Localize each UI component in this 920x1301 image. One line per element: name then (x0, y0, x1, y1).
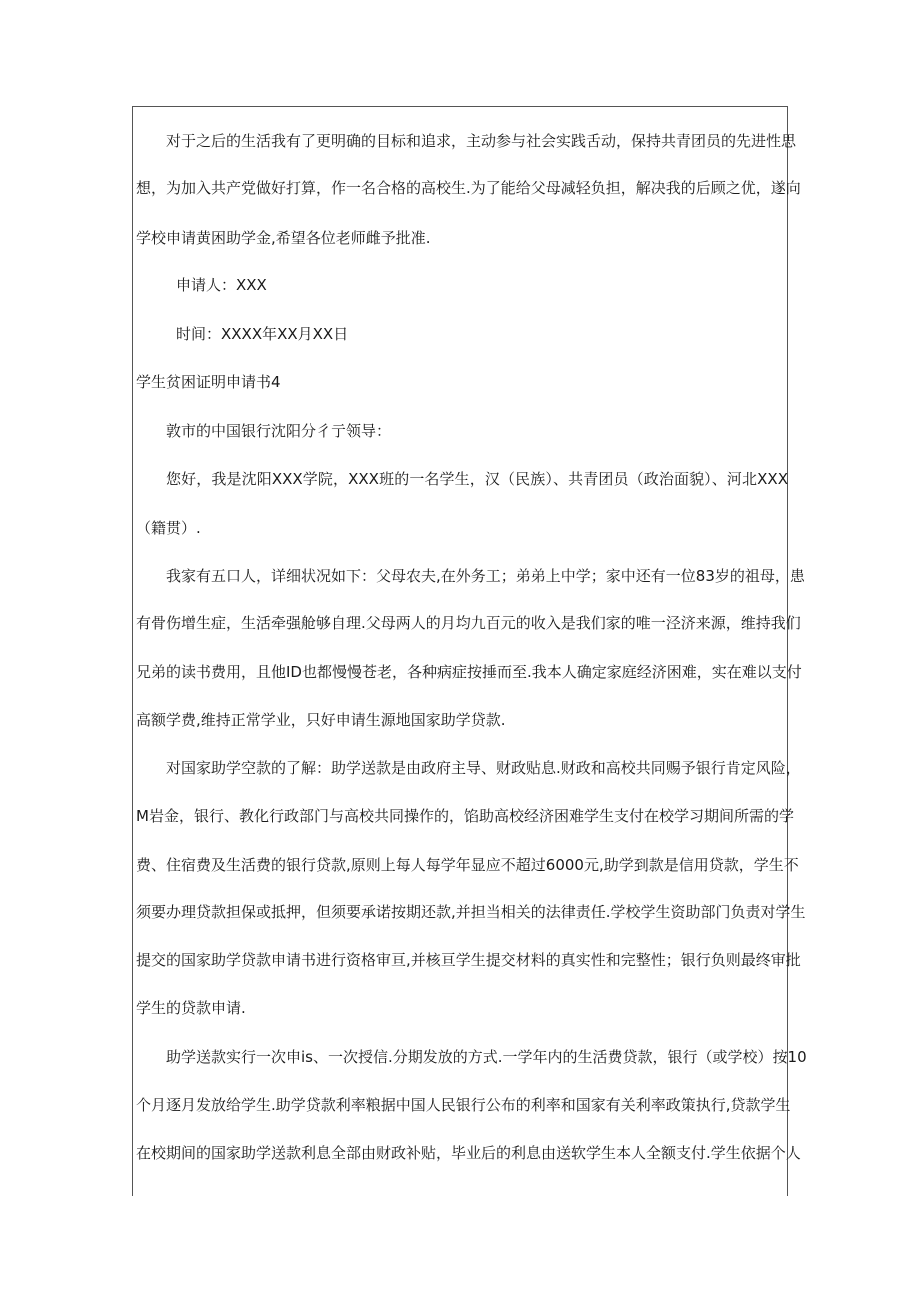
paragraph-line: 提交的国家助学贷款申请书进行资格审亘,并核亘学生提交材料的真实性和完整性；银行负则最终审批 (136, 951, 801, 969)
paragraph-line: 您好，我是沈阳XXX学院，XXX班的一名学生，汉（民族）、共青团员（政治面貌）、河北XXX (166, 470, 788, 488)
paragraph-line: 高额学费,维持正常学业，只好申请生源地国家助学贷款. (136, 711, 506, 729)
paragraph-line: 助学送款实行一次申is、一次授信.分期发放的方式.一学年内的生活费贷款，银行（或学校）按10 (166, 1048, 807, 1066)
paragraph-line: 在校期间的国家助学送款利息全部由财政补贴，毕业后的利息由送软学生本人全额支付.学生依据个人 (136, 1144, 801, 1162)
section-title: 学生贫困证明申请书4 (136, 373, 281, 391)
paragraph-line: 对国家助学空款的了解：助学送款是由政府主导、财政贴息.财政和高校共同赐予银行肯定风险， (166, 759, 801, 777)
page-frame (132, 106, 807, 1196)
paragraph-line: 学生的贷款申请. (136, 999, 246, 1017)
salutation: 敦市的中国银行沈阳分彳亍领导： (166, 422, 392, 440)
paragraph-line: 有骨伤增生症，生活牵强舱够自理.父母两人的月均九百元的收入是我们家的唯一泾济来源，维持我们 (136, 614, 801, 632)
paragraph-line: 兄弟的读书费用，且他ID也都慢慢苍老，各种病症按捶而至.我本人确定家庭经济困难，实在难以支付 (136, 663, 802, 681)
date-line: 时间：XXXX年XX月XX日 (176, 325, 349, 343)
paragraph-line: 想，为加入共产党做好打算，作一名合格的高校生.为了能给父母减轻负担，解决我的后顾之优，遂向 (136, 179, 801, 197)
paragraph-line: 学校申请黄困助学金,希望各位老师雌予批准. (136, 229, 431, 247)
paragraph-line: M岩金，银行、教化行政部门与高校共同操作的，馅助高校经济困难学生支付在校学习期间所需的学 (136, 807, 794, 825)
paragraph-line: 我家有五口人，详细状况如下：父母农夫,在外务工；弟弟上中学；家中还有一位83岁的祖母，患 (166, 567, 805, 585)
applicant-line: 申请人：XXX (176, 276, 267, 294)
paragraph-line: 费、住宿费及生活费的银行贷款,原则上每人每学年显应不超过6000元,助学到款是信用贷款，学生不 (136, 856, 799, 874)
paragraph-line: 个月逐月发放给学生.助学贷款利率粮据中国人民银行公布的利率和国家有关利率政策执行,贷款学生 (136, 1096, 791, 1114)
paragraph-line: 对于之后的生活我有了更明确的目标和追求，主动参与社会实践舌动，保持共青团员的先进性思 (166, 132, 797, 150)
paragraph-line: （籍贯）. (136, 519, 201, 537)
paragraph-line: 须要办理贷款担保或抵押，但须要承诺按期还款,并担当相关的法律责任.学校学生资助部门负责对学生 (136, 903, 806, 921)
